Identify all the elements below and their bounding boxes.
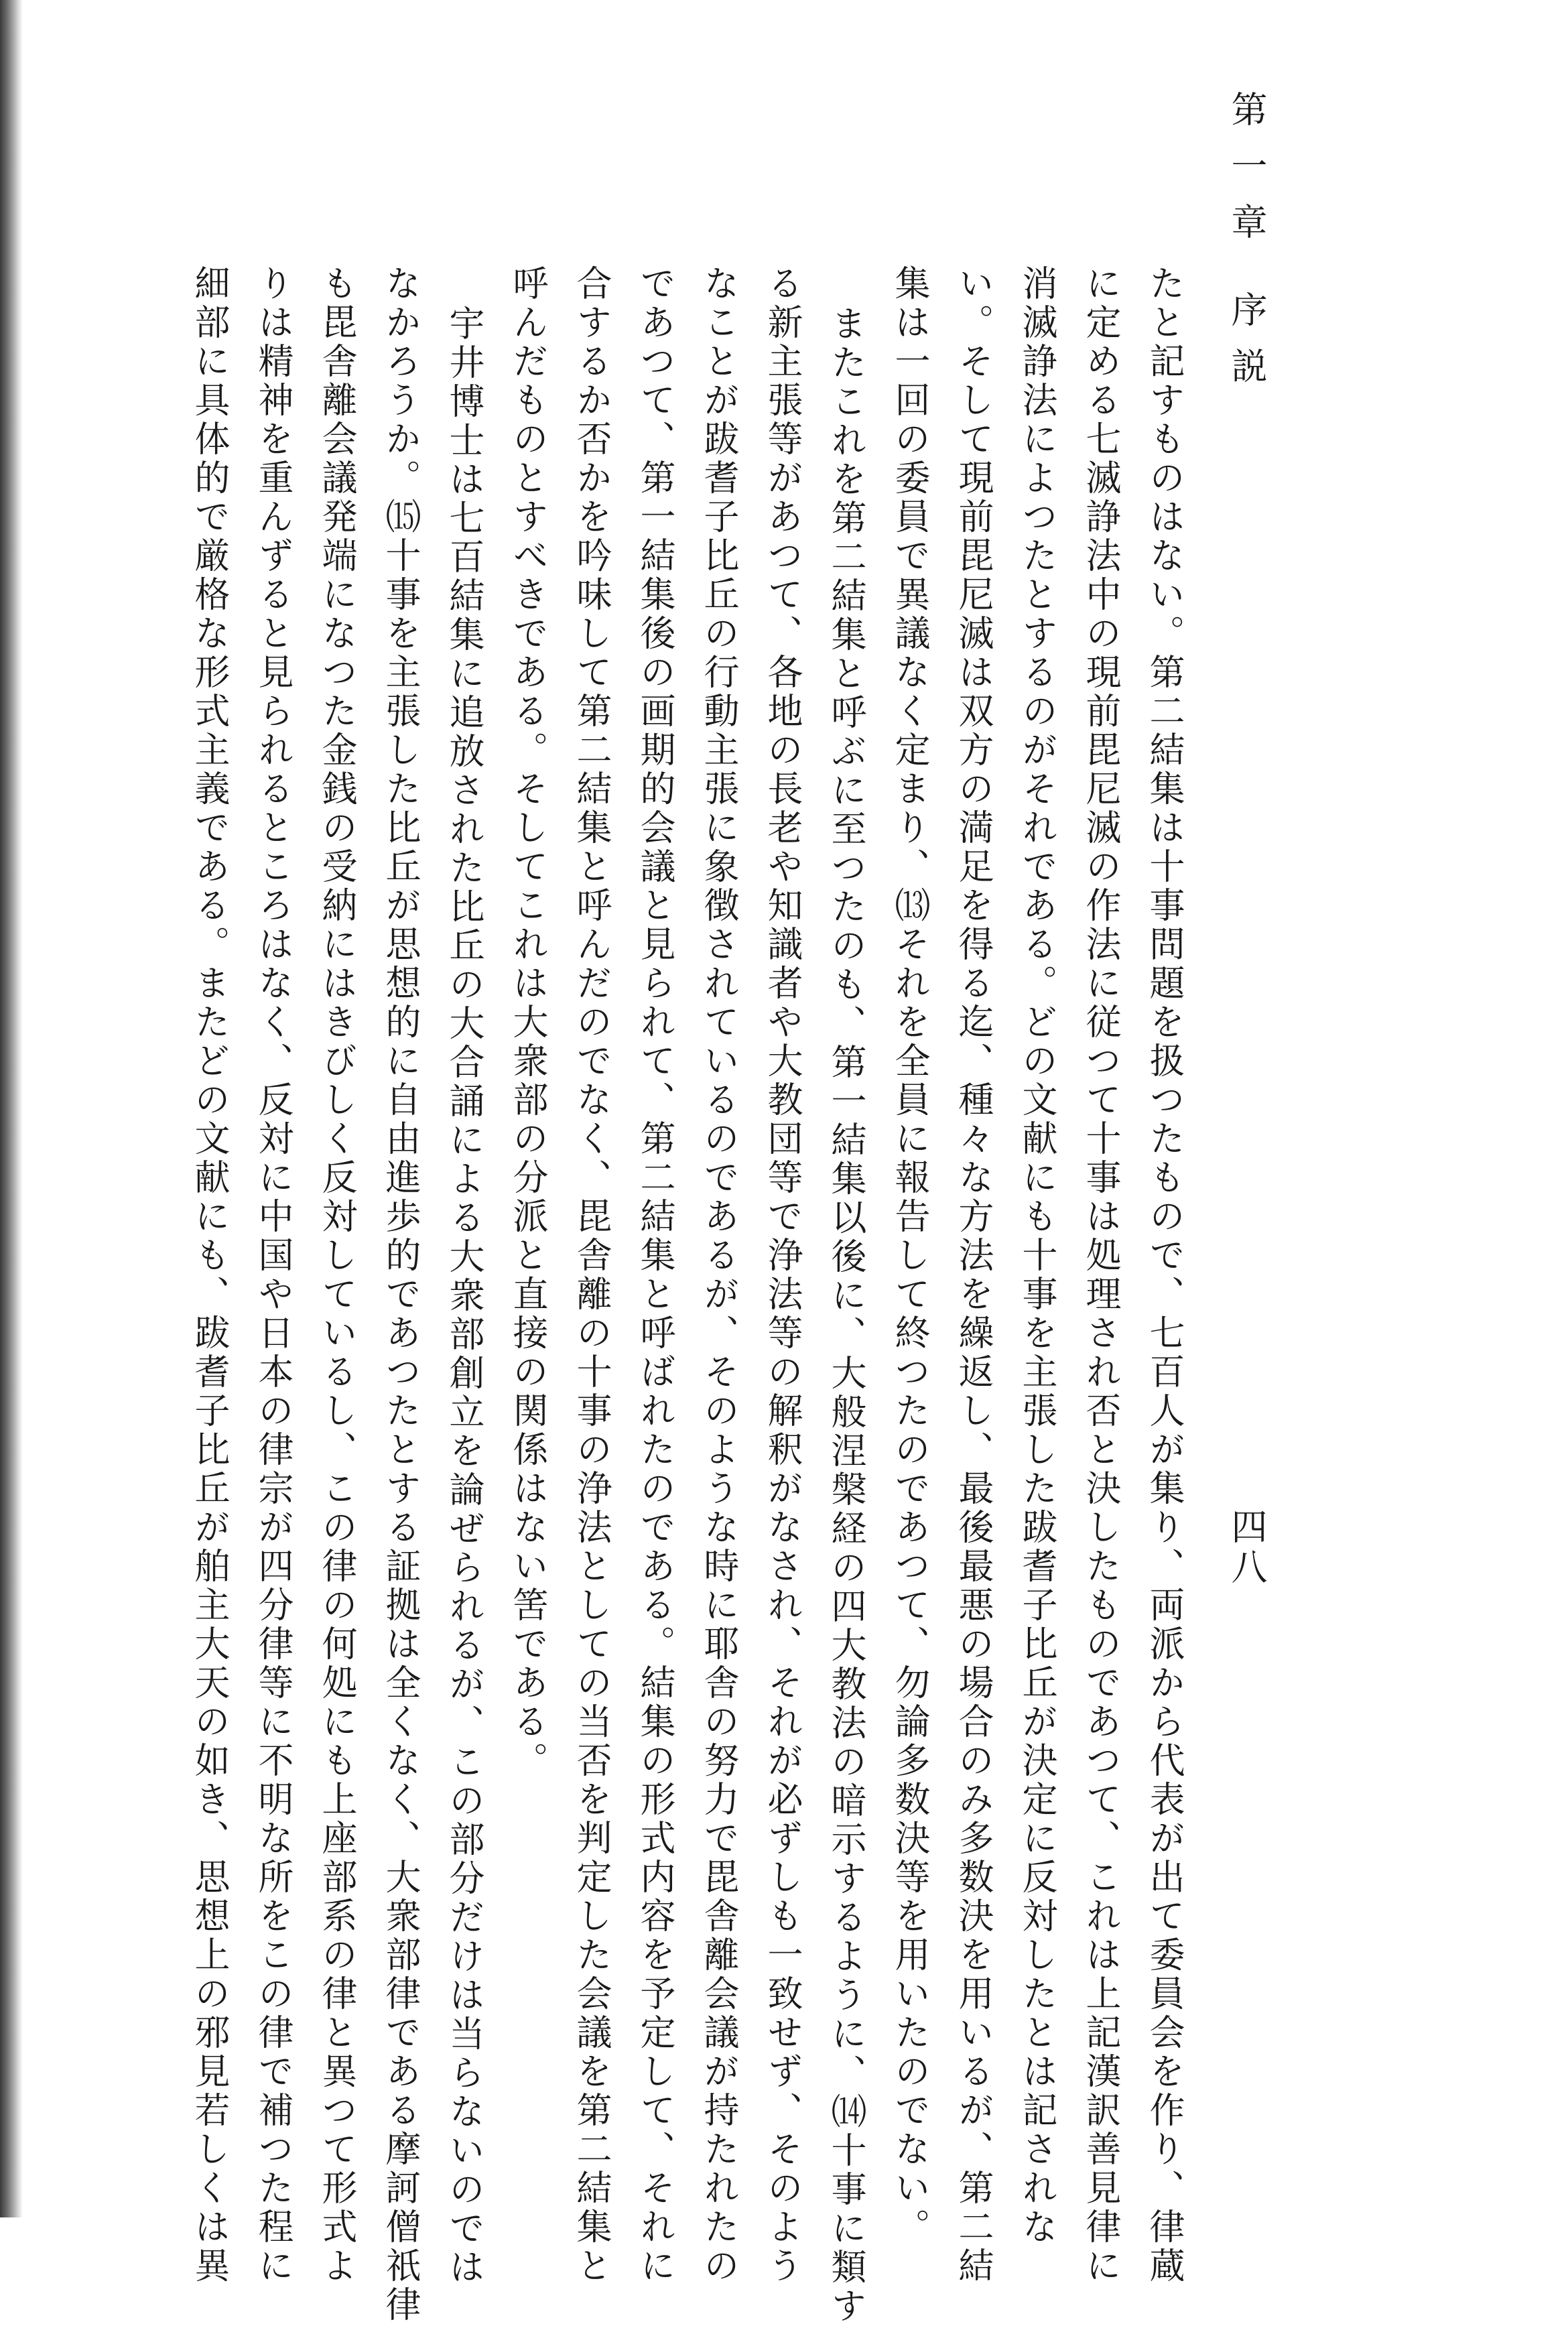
text-column: 消滅諍法によつたとするのがそれである。どの文献にも十事を主張した跋耆子比丘が決定に反対したとは記されな bbox=[1017, 265, 1057, 2247]
text-column: 呼んだものとすべきである。そしてこれは大衆部の分派と直接の関係はない筈である。 bbox=[507, 265, 548, 1781]
text-column: 集は一回の委員で異議なく定まり、⒀それを全員に報告して終つたのであつて、勿論多数決等を用いたのでない。 bbox=[889, 265, 930, 2247]
text-column: りは精神を重んずると見られるところはなく、反対に中国や日本の律宗が四分律等に不明な所をこの律で補つた程に bbox=[253, 265, 293, 2286]
text-column: なかろうか。⒂十事を主張した比丘が思想的に自由進歩的であつたとする証拠は全くなく、大衆部律である摩訶僧祇律 bbox=[380, 265, 421, 2325]
scan-edge-shadow bbox=[0, 0, 23, 2217]
text-column: に定める七滅諍法中の現前毘尼滅の作法に従つて十事は処理され否と決したものであつて、これは上記漢訳善見律に bbox=[1080, 265, 1121, 2286]
body-text bbox=[157, 265, 1196, 2326]
text-column: る新主張等があつて、各地の長老や知識者や大教団等で浄法等の解釈がなされ、それが必ずしも一致せず、そのよう bbox=[762, 265, 803, 2286]
text-column: なことが跋耆子比丘の行動主張に象徴されているのであるが、そのような時に耶舎の努力で毘舎離会議が持たれたの bbox=[698, 265, 739, 2286]
text-column: い。そして現前毘尼滅は双方の満足を得る迄、種々な方法を繰返し、最後最悪の場合のみ多数決を用いるが、第二結 bbox=[953, 265, 994, 2286]
page-number: 四八 bbox=[1226, 1508, 1268, 1588]
text-column: であつて、第一結集後の画期的会議と見られて、第二結集と呼ばれたのである。結集の形式内容を予定して、それに bbox=[635, 265, 675, 2286]
text-column: 宇井博士は七百結集に追放された比丘の大合誦による大衆部創立を論ぜられるが、この部分だけは当らないのでは bbox=[444, 305, 484, 2287]
text-column: も毘舎離会議発端になつた金銭の受納にはきびしく反対しているし、この律の何処にも上座部系の律と異つて形式よ bbox=[316, 265, 357, 2286]
running-head: 第一章 序説 bbox=[1226, 90, 1268, 404]
text-column: 合するか否かを吟味して第二結集と呼んだのでなく、毘舎離の十事の浄法としての当否を判定した会議を第二結集と bbox=[571, 265, 612, 2286]
text-column: たと記すものはない。第二結集は十事問題を扱つたもので、七百人が集り、両派から代表が出て委員会を作り、律蔵 bbox=[1144, 265, 1185, 2286]
text-column: またこれを第二結集と呼ぶに至つたのも、第一結集以後に、大般涅槃経の四大教法の暗示するように、⒁十事に類す bbox=[826, 305, 866, 2326]
text-column: 細部に具体的で厳格な形式主義である。またどの文献にも、跋耆子比丘が舶主大天の如き、思想上の邪見若しくは異 bbox=[189, 265, 230, 2286]
